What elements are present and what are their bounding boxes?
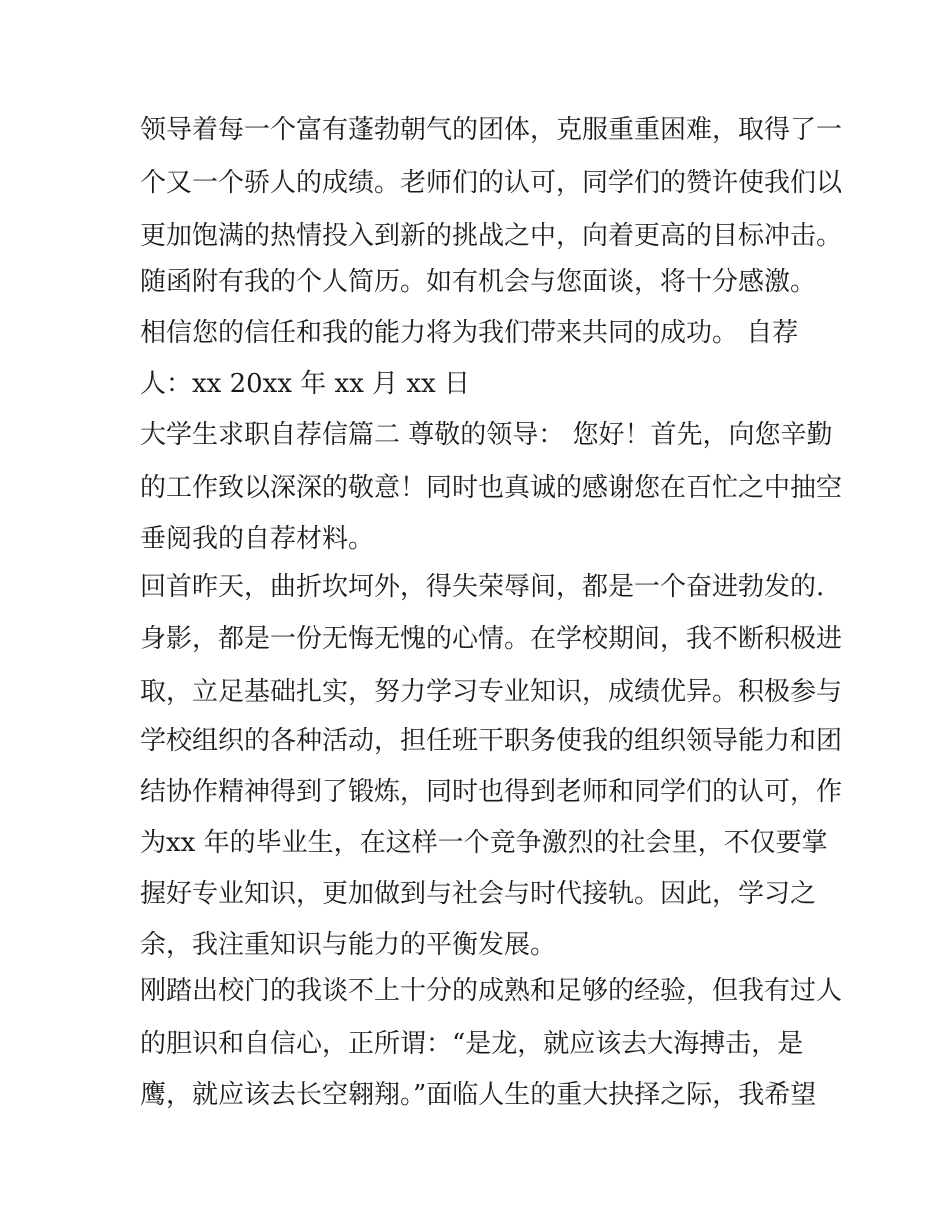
- text-line: 随函附有我的个人简历。如有机会与您面谈，将十分感激。: [140, 267, 817, 297]
- text-line: 的胆识和自信心，正所谓：“是龙，就应该去大海搏击，是: [140, 1029, 804, 1059]
- text-line: 大学生求职自荐信篇二 尊敬的领导： 您好！首先，向您辛勤: [140, 420, 833, 450]
- text-line: 余，我注重知识与能力的平衡发展。: [140, 930, 557, 960]
- text-line: 个又一个骄人的成绩。老师们的认可，同学们的赞许使我们以: [140, 168, 843, 198]
- text-line: 鹰，就应该去长空翱翔。”面临人生的重大抉择之际，我希望: [140, 1080, 817, 1110]
- text-line: 取，立足基础扎实，努力学习专业知识，成绩优异。积极参与: [140, 677, 843, 707]
- text-line: 领导着每一个富有蓬勃朝气的团体，克服重重困难，取得了一: [140, 115, 843, 145]
- text-line: 学校组织的各种活动，担任班干职务使我的组织领导能力和团: [140, 726, 843, 756]
- text-line: 人：xx 20xx 年 xx 月 xx 日: [140, 369, 470, 399]
- text-line: 结协作精神得到了锻炼，同时也得到老师和同学们的认可，作: [140, 777, 843, 807]
- text-line: 相信您的信任和我的能力将为我们带来共同的成功。 自荐: [140, 318, 799, 348]
- text-line: 身影，都是一份无悔无愧的心情。在学校期间，我不断积极进: [140, 624, 843, 654]
- text-line: 回首昨天，曲折坎坷外，得失荣辱间，都是一个奋进勃发的.: [140, 572, 825, 602]
- text-line: 握好专业知识，更加做到与社会与时代接轨。因此，学习之: [140, 879, 817, 909]
- text-line: 更加饱满的热情投入到新的挑战之中，向着更高的目标冲击。: [140, 221, 843, 251]
- text-line: 刚踏出校门的我谈不上十分的成熟和足够的经验，但我有过人: [140, 976, 843, 1006]
- text-line: 的工作致以深深的敬意！同时也真诚的感谢您在百忙之中抽空: [140, 473, 843, 503]
- text-line: 垂阅我的自荐材料。: [140, 524, 375, 554]
- text-line: 为xx 年的毕业生，在这样一个竞争激烈的社会里，不仅要掌: [140, 828, 828, 858]
